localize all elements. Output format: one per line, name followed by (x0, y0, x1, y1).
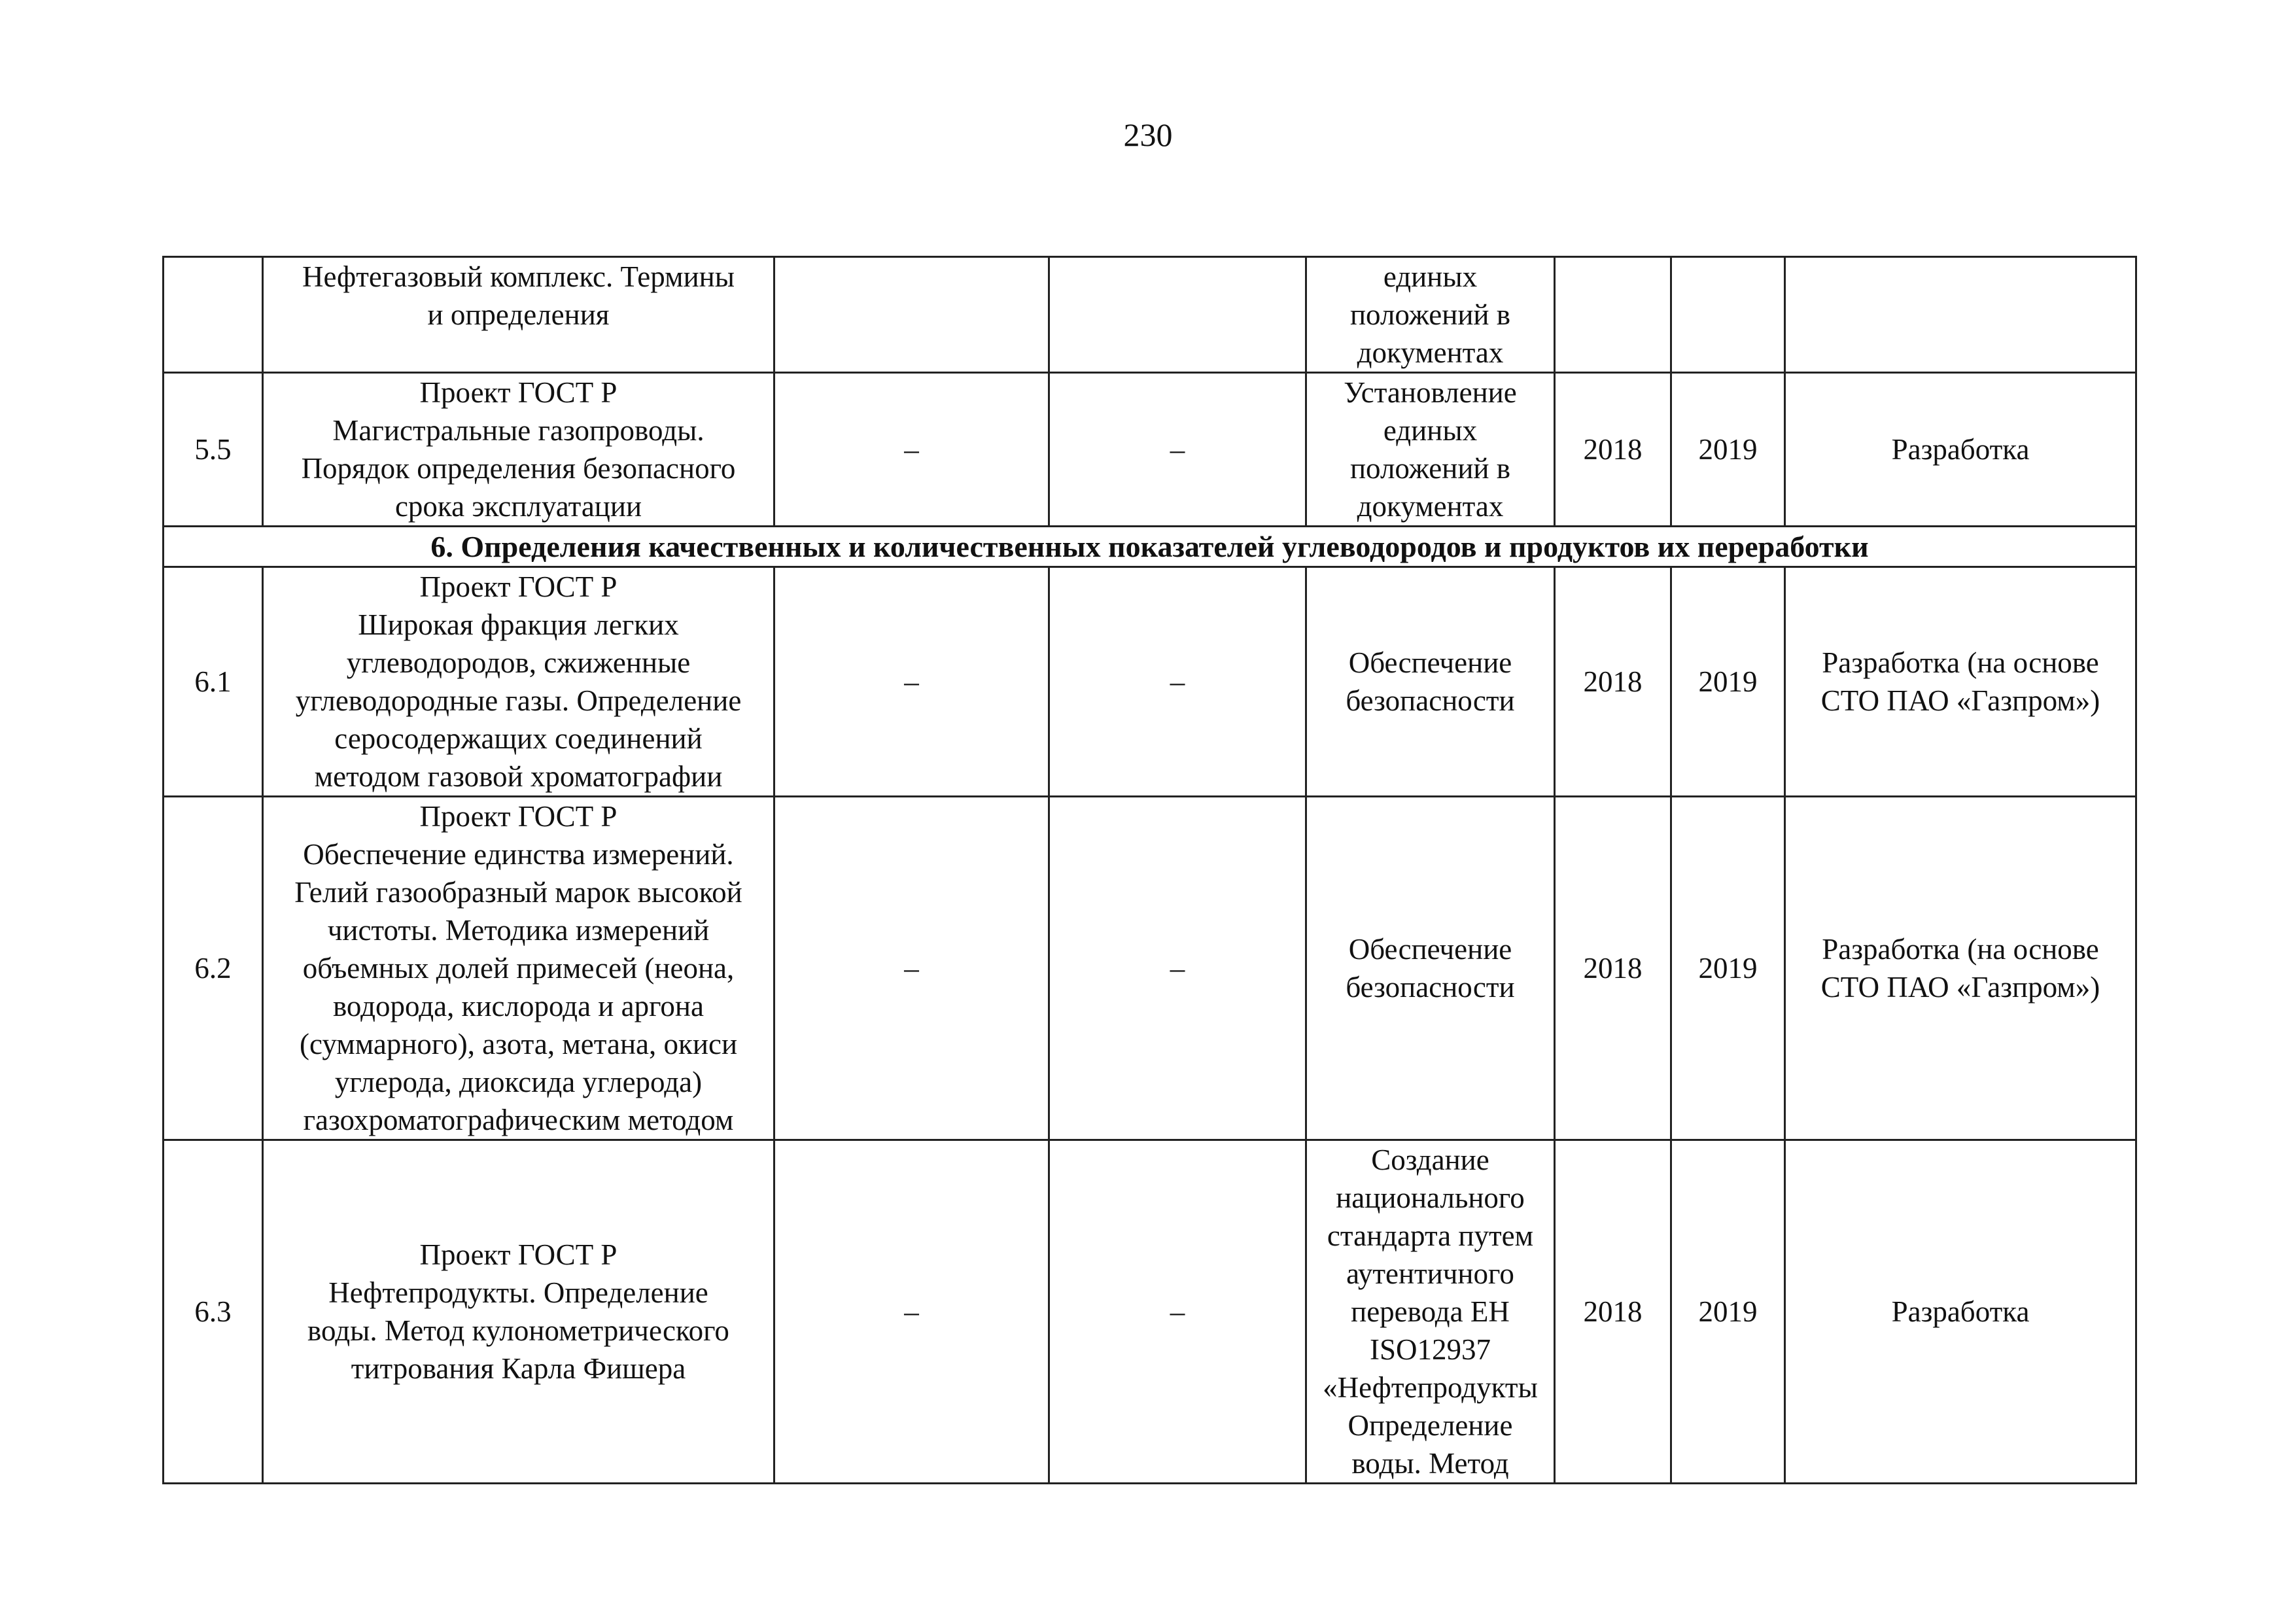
dash-cell: – (1049, 567, 1306, 797)
end-year-cell (1671, 257, 1785, 373)
page-number: 230 (1123, 116, 1173, 153)
dash-cell (1049, 257, 1306, 373)
start-year-cell: 2018 (1555, 797, 1671, 1140)
dash-cell (774, 257, 1049, 373)
purpose-cell: единых положений в документах (1306, 257, 1555, 373)
work-type-cell (1785, 257, 2136, 373)
document-name-cell: Проект ГОСТ Р Нефтепродукты. Определение воды. Метод кулонометрического титрования Карла Фишера (263, 1140, 774, 1484)
table-row (164, 567, 2136, 797)
purpose-cell: Обеспечение безопасности (1306, 797, 1555, 1140)
table-row (164, 257, 2136, 373)
work-type-cell: Разработка (на основе СТО ПАО «Газпром») (1785, 797, 2136, 1140)
row-number-cell: 6.1 (164, 567, 263, 797)
standards-plan-table (162, 256, 2137, 1484)
end-year-cell: 2019 (1671, 1140, 1785, 1484)
document-name-cell: Проект ГОСТ Р Магистральные газопроводы. Порядок определения безопасного срока эксплуатации (263, 373, 774, 527)
purpose-cell: Установление единых положений в документах (1306, 373, 1555, 527)
dash-cell: – (774, 373, 1049, 527)
start-year-cell: 2018 (1555, 373, 1671, 527)
work-type-cell: Разработка (1785, 1140, 2136, 1484)
document-name-cell: Проект ГОСТ Р Обеспечение единства измерений. Гелий газообразный марок высокой чистоты. Методика измерений объемных долей примесей (неона, водорода, кислорода и аргона (суммарного), азота, метана, окиси углерода, диоксида углерода) газохроматографическим методом (263, 797, 774, 1140)
dash-cell: – (1049, 373, 1306, 527)
start-year-cell: 2018 (1555, 567, 1671, 797)
row-number-cell (164, 257, 263, 373)
document-name-cell: Нефтегазовый комплекс. Термины и определения (263, 257, 774, 373)
table-row (164, 373, 2136, 527)
dash-cell: – (774, 797, 1049, 1140)
work-type-cell: Разработка (на основе СТО ПАО «Газпром») (1785, 567, 2136, 797)
dash-cell: – (1049, 1140, 1306, 1484)
dash-cell: – (774, 1140, 1049, 1484)
row-number-cell: 5.5 (164, 373, 263, 527)
purpose-cell: Обеспечение безопасности (1306, 567, 1555, 797)
end-year-cell: 2019 (1671, 373, 1785, 527)
section-title: 6. Определения качественных и количественных показателей углеводородов и продуктов их переработки (164, 527, 2136, 567)
table-row (164, 797, 2136, 1140)
work-type-cell: Разработка (1785, 373, 2136, 527)
start-year-cell (1555, 257, 1671, 373)
purpose-cell: Создание национального стандарта путем аутентичного перевода ЕН ISO12937 «Нефтепродукты Определение воды. Метод (1306, 1140, 1555, 1484)
row-number-cell: 6.2 (164, 797, 263, 1140)
section-header-row (164, 527, 2136, 567)
dash-cell: – (774, 567, 1049, 797)
row-number-cell: 6.3 (164, 1140, 263, 1484)
document-name-cell: Проект ГОСТ Р Широкая фракция легких углеводородов, сжиженные углеводородные газы. Определение серосодержащих соединений методом газовой хроматографии (263, 567, 774, 797)
end-year-cell: 2019 (1671, 797, 1785, 1140)
table-row (164, 1140, 2136, 1484)
start-year-cell: 2018 (1555, 1140, 1671, 1484)
end-year-cell: 2019 (1671, 567, 1785, 797)
dash-cell: – (1049, 797, 1306, 1140)
